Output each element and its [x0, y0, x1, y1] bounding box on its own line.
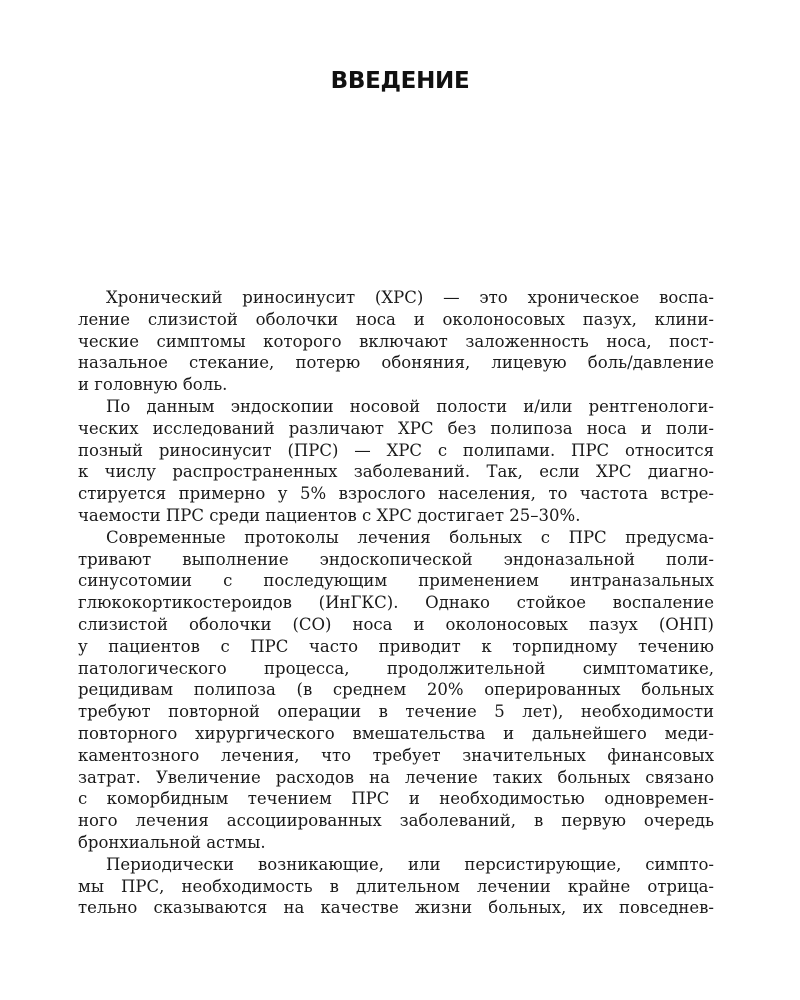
paragraph	[78, 854, 714, 919]
page-title: ВВЕДЕНИЕ	[330, 68, 470, 94]
text-line: Хронический риносинусит (ХРС) — это хроническое воспа-	[106, 288, 714, 307]
text-line: требуют повторной операции в течение 5 лет), необходимости	[78, 702, 714, 722]
text-line: с коморбидным течением ПРС и необходимостью одновремен-	[78, 789, 714, 809]
text-line: Современные протоколы лечения больных с ПРС предусма-	[106, 527, 714, 547]
text-line: тривают выполнение эндоскопической эндоназальной поли-	[78, 549, 714, 569]
text-line: глюкокортикостероидов (ИнГКС). Однако стойкое воспаление	[78, 593, 714, 613]
text-line: затрат. Увеличение расходов на лечение таких больных связано	[78, 767, 714, 787]
text-line: и головную боль.	[78, 375, 228, 395]
text-line: ного лечения ассоциированных заболеваний, в первую очередь	[78, 811, 714, 831]
text-line: чаемости ПРС среди пациентов с ХРС достигает 25–30%.	[78, 505, 581, 525]
text-line: повторного хирургического вмешательства и дальнейшего меди-	[78, 723, 714, 743]
text-line: По данным эндоскопии носовой полости и/или рентгенологи-	[106, 396, 714, 416]
text-line: патологического процесса, продолжительной симптоматике,	[78, 658, 714, 678]
body-text	[78, 287, 714, 919]
text-line: стируется примерно у 5% взрослого населения, то частота встре-	[78, 484, 714, 504]
text-line: Периодически возникающие, или персистирующие, симпто-	[106, 854, 714, 874]
text-line: слизистой оболочки (СО) носа и околоносовых пазух (ОНП)	[78, 614, 714, 634]
text-line: рецидивам полипоза (в среднем 20% оперированных больных	[78, 680, 714, 700]
text-line: назальное стекание, потерю обоняния, лицевую боль/давление	[78, 353, 714, 373]
text-line: ческие симптомы которого включают заложенность носа, пост-	[78, 331, 714, 351]
text-line: мы ПРС, необходимость в длительном лечении крайне отрица-	[78, 876, 714, 896]
paragraph	[78, 287, 714, 396]
paragraph	[78, 396, 714, 527]
text-line: ление слизистой оболочки носа и околоносовых пазух, клини-	[78, 309, 714, 329]
text-line: у пациентов с ПРС часто приводит к торпидному течению	[78, 636, 714, 656]
text-line: синусотомии с последующим применением интраназальных	[78, 571, 714, 591]
text-line: тельно сказываются на качестве жизни больных, их повседнев-	[78, 898, 714, 918]
text-line: к числу распространенных заболеваний. Так, если ХРС диагно-	[78, 462, 714, 482]
text-line: каментозного лечения, что требует значительных финансовых	[78, 745, 714, 765]
paragraph	[78, 527, 714, 854]
text-line: позный риносинусит (ПРС) — ХРС с полипами. ПРС относится	[78, 440, 714, 460]
text-line: бронхиальной астмы.	[78, 832, 266, 852]
text-line: ческих исследований различают ХРС без полипоза носа и поли-	[78, 418, 714, 438]
